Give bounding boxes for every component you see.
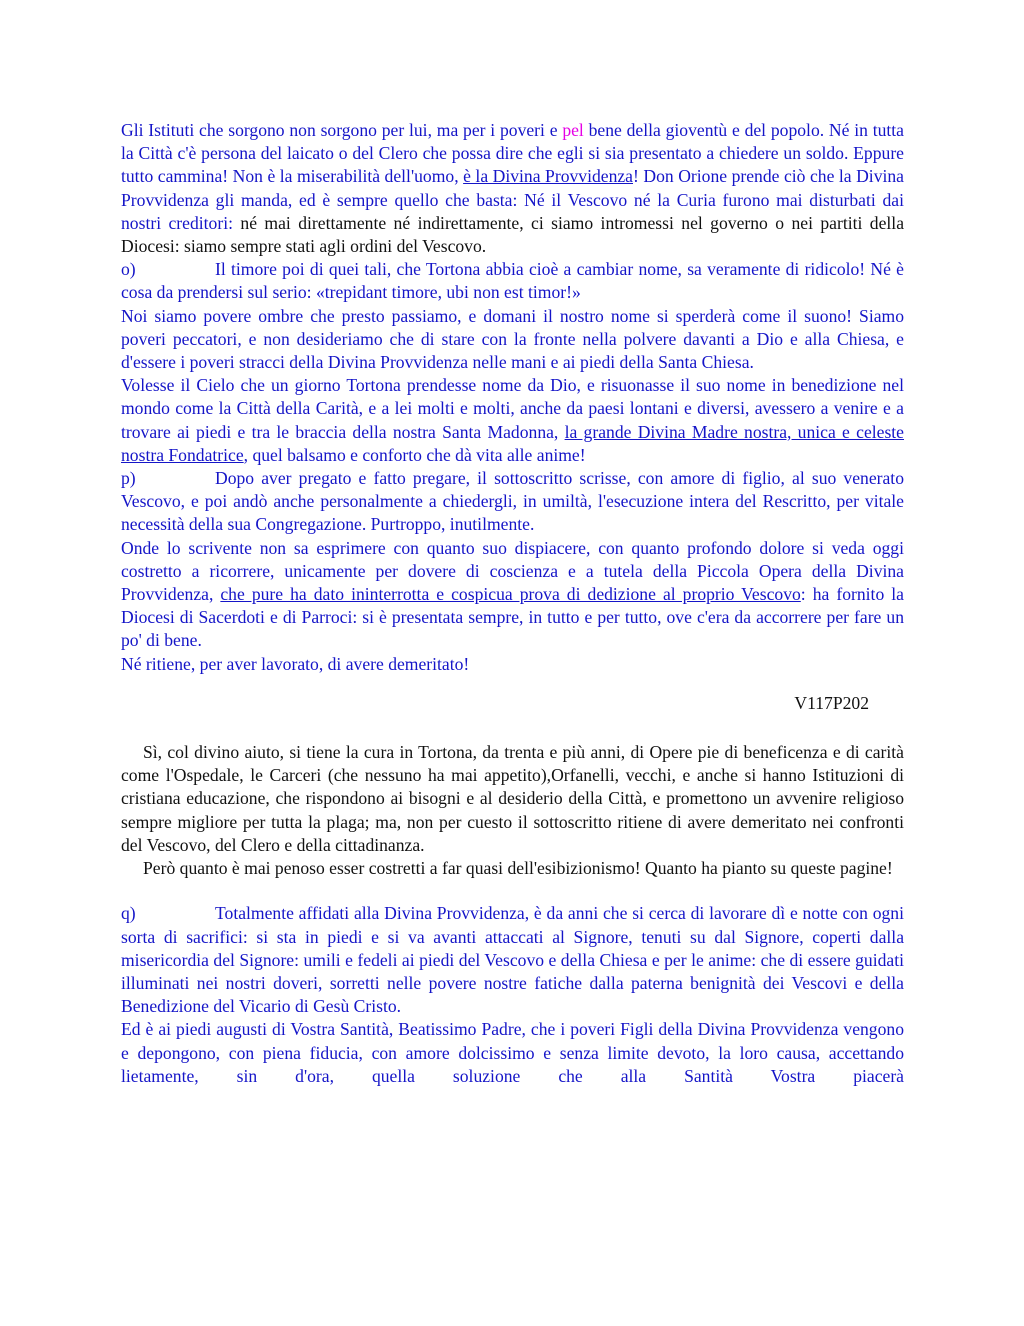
paragraph-onde <box>121 537 904 653</box>
text-run: : ha fornito la Diocesi di Sacerdoti e di Parroci: si è presentata sempre, in tutto e per tutto, ove c'era da accorrere per fare un po' di bene. <box>121 584 904 651</box>
paragraph-p <box>121 467 904 537</box>
underlined-phrase: è la Divina Provvidenza <box>463 166 633 187</box>
paragraph-ombre: Noi siamo povere ombre che presto passiamo, e domani il nostro nome si sperderà come il suono! Siamo poveri peccatori, e non desideriamo che di stare con la fronte nella polvere davanti a Dio e alla Chiesa, e d'essere i poveri stracci della Divina Provvidenza nelle mani e ai piedi della Santa Chiesa. <box>121 305 904 373</box>
list-marker-p: p) <box>121 468 136 489</box>
text-run: , quel balsamo e conforto che dà vita alle anime! <box>243 444 586 465</box>
paragraph-o <box>121 258 904 304</box>
paragraph-q-text: Totalmente affidati alla Divina Provvidenza, è da anni che si cerca di lavorare dì e notte con ogni sorta di sacrifici: si sta in piedi e si va avanti attaccati al Signore, tenuti su dal Signore, coperti dalla misericordia del Signore: umili e fedeli ai piedi del Vescovo e della Chiesa e per le anime: che di essere guidati illuminati nei nostri doveri, sorretti nelle povere nostre fatiche dalla paterna benignità dei Vescovi e della Benedizione del Vicario di Gesù Cristo. <box>121 903 904 1017</box>
page-reference: V117P202 <box>794 692 869 713</box>
paragraph-ritiene: Né ritiene, per aver lavorato, di avere demeritato! <box>121 653 470 674</box>
paragraph-o-text: Il timore poi di quei tali, che Tortona abbia cioè a cambiar nome, sa veramente di ridicolo! Né è cosa da prendersi sul serio: «trepidant timore, ubi non est timor!» <box>121 259 904 303</box>
list-marker-o: o) <box>121 259 136 280</box>
text-run-black: né mai direttamente né indirettamente, ci siamo intromessi nel governo o nei partiti della Diocesi: siamo sempre stati agli ordini del Vescovo. <box>121 212 904 257</box>
paragraph-esibizionismo: Però quanto è mai penoso esser costretti a far quasi dell'esibizionismo! Quanto ha pianto su queste pagine! <box>143 858 893 879</box>
underlined-phrase: la grande Divina Madre nostra, unica e celeste nostra Fondatrice <box>121 421 904 465</box>
text-run: Volesse il Cielo che un giorno Tortona prendesse nome da Dio, e risuonasse il suo nome in benedizione nel mondo come la Città della Carità, e a lei molti e molti, anche da paesi lontani e diversi, avessero a venire e a trovare ai piedi e tra le braccia della nostra Santa Madonna, <box>121 375 904 442</box>
text-run: bene della gioventù e del popolo. Né in tutta la Città c'è persona del laicato o del Clero che possa dire che egli si sia presentato a chiedere un soldo. Eppure tutto cammina! Non è la miserabilità dell'uomo, <box>121 120 904 187</box>
paragraph-divino-aiuto: Sì, col divino aiuto, si tiene la cura in Tortona, da trenta e più anni, di Opere pie di beneficenza e di carità come l'Ospedale, le Carceri (che nessuno ha mai appetito),Orfanelli, vecchi, e anche si hanno Istituzioni di cristiana educazione, che rispondono ai bisogni e al desiderio della Città, e promettono un avvenire religioso sempre migliore per tutta la plaga; ma, non per cuesto il sottoscritto ritiene di avere demeritato nei confronti del Vescovo, del Clero e della cittadinanza. <box>121 742 904 855</box>
text-run: Gli Istituti che sorgono non sorgono per lui, ma per i poveri e <box>121 120 563 140</box>
paragraph-santita: Ed è ai piedi augusti di Vostra Santità, Beatissimo Padre, che i poveri Figli della Divina Provvidenza vengono e depongono, con piena fiducia, con amore dolcissimo e senza limite devoto, la loro causa, accettando lietamente, sin d'ora, quella soluzione che alla Santità Vostra piacerà <box>121 1019 904 1086</box>
text-run: Onde lo scrivente non sa esprimere con quanto suo dispiacere, con quanto profondo dolore si veda oggi costretto a ricorrere, unicamente per dovere di coscienza e a tutela della Piccola Opera della Divina Provvidenza, <box>121 537 904 605</box>
highlight-word-pel: pel <box>562 120 584 140</box>
paragraph-q <box>121 902 904 1018</box>
underlined-phrase: che pure ha dato ininterrotta e cospicua prova di dedizione al proprio Vescovo <box>220 584 801 605</box>
document-body <box>121 119 904 1088</box>
text-run: ! Don Orione prende ciò che la Divina Provvidenza gli manda, ed è sempre quello che basta: Né il Vescovo né la Curia furono mai disturbati dai nostri creditori: <box>121 166 904 233</box>
paragraph-p-text: Dopo aver pregato e fatto pregare, il sottoscritto scrisse, con amore di figlio, al suo venerato Vescovo, e poi andò anche personalmente a chiedergli, in umiltà, l'esecuzione intera del Rescritto, per vitale necessità della sua Congregazione. Purtroppo, inutilmente. <box>121 468 904 535</box>
paragraph-volesse <box>121 374 904 467</box>
paragraph-istituti <box>121 119 904 258</box>
list-marker-q: q) <box>121 903 136 924</box>
